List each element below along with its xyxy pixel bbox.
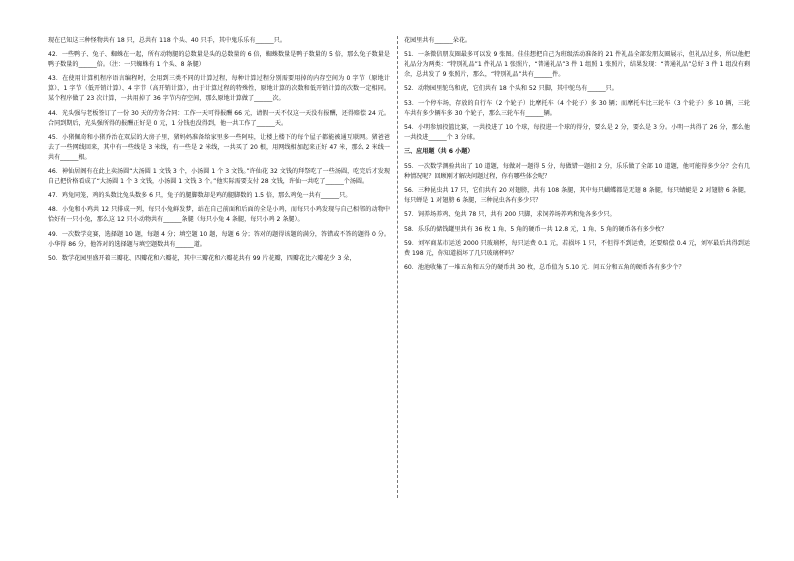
question-52: 52．动物园里鸵鸟和虎，它们共有 18 个头和 52 只脚，其中鸵鸟有______只。	[404, 85, 618, 93]
question-47: 47．鸡兔同笼，鸡的头数比兔头数多 6 只，兔子的腿脚数却是鸡的腿脚数的 1.5 倍，那么鸡兔一共有______只。	[48, 192, 352, 200]
question-41-continued: 现在已知这三种怪物共有 18 只，总共有 118 个头、40 只手，其中鬼乐乐有______只。	[48, 37, 286, 44]
question-46: 46．神仙居阁有在此上卖汤圆“大汤圆 1 文钱 3 个，小汤圆 1 个 3 文钱。”许仙花 32 文钱的拜祭吃了一些汤圆，吃完后才发现自己把价格看成了“大汤圆 1 个 3 文钱，小汤圆 1 文钱 3 个。”他实际需要支付 28 文钱，许仙一共吃了______个汤圆。	[48, 167, 390, 185]
question-42: 42．一些鸭子、兔子、蜘蛛在一起，所有动物腿的总数量是头的总数量的 6 倍，蜘蛛数量是鸭子数量的 5 倍，那么兔子数量是鸭子数量的______倍。（注：一只蜘蛛有 1 个头、8 条腿）	[48, 51, 390, 69]
question-59: 59．刘军商某市运送 2000 只玻璃杯，每只运费 0.1 元，若损坏 1 只，不但得不到运费，还要赔偿 0.4 元，刘军最后共得到运费 198 元，你知道损坏了几只玻璃杯吗？	[404, 239, 750, 257]
question-54: 54．小明参加投篮比赛，一共投进了 10 个球，每投进一个球的得分，要么是 2 分，要么是 3 分。小明一共得了 26 分，那么他一共投进______个 3 分球。	[404, 123, 750, 141]
question-44: 44．光头强与老板签订了一份 30 天的劳务合同：工作一天可得报酬 66 元，请假一天不仅这一天没有报酬，还得赔偿 24 元。合同到期后，光头强所得的报酬正好是 0 元，1 分钱也没得到，他一共工作了______天。	[48, 109, 390, 127]
question-58: 58．乐乐的储钱罐里共有 36 枚 1 角、5 角的硬币一共 12.8 元，1 角、5 角的硬币各有多少枚？	[404, 225, 668, 233]
question-57: 57．饲养场养鸡、兔共 78 只，共有 200 只脚，求饲养场养鸡和兔各多少只。	[404, 211, 616, 219]
section-heading-applied: 三、应用题（共 6 小题）	[404, 147, 474, 155]
question-50: 50．数学花园里盛开着三瓣花、四瓣花和六瓣花，其中三瓣花和六瓣花共有 99 片花瓣，四瓣花比六瓣花少 3 朵，	[48, 254, 356, 262]
question-55: 55．一次数学测验共出了 10 道题，每做对一题得 5 分，每做错一题扣 2 分，乐乐做了全部 10 道题，他可能得多少分？会有几种情况呢？回顾刚才解决问题过程，你有哪些体会呢？	[404, 162, 750, 180]
question-60: 60．池池收集了一堆五角和五分的硬币共 30 枚，总币值为 5.10 元．问五分和五角的硬币各有多少个？	[404, 263, 685, 271]
question-45: 45．小猪佩奇和小猪乔治在双层的大房子里，猪妈妈准备给家里多一些阿哇，让楼上楼下的每个屋子都能被通互联网。猪爸爸去了一些网线回来，其中有一些线是 3 米线，有一些是 2 米线，一共买了 20 根，用网线相加起来正好 47 米，那么 2 米线一共有______根。	[48, 133, 390, 161]
column-divider	[397, 36, 398, 498]
question-49: 49．一次数学竞赛，选择题 10 题，每题 4 分；填空题 10 题，每题 6 分；答对的题得该题的满分，答错或不答的题得 0 分。小华得 86 分，他答对的选择题与填空题数共有______道。	[48, 230, 390, 248]
right-column	[404, 36, 750, 537]
question-43: 43．在使用计算机程序语言编程时，会用到三类不同的计算过程，每种计算过程分别需要用掉的内存空间为 0 字节（原地计算）、1 字节（低开销计算）、4 字节（高开销计算），由于计算过程的特殊性，原地计算的次数和低开销计算的次数一定相同。某个程序做了 23 次计算，一共用掉了 36 字节内存空间，那么原地计算做了______次。	[48, 75, 390, 103]
question-48: 48．小兔和小鸡共 12 只排成一列，每只小兔鲜发梦，站在自己前面和后面的全是小鸡，而每只小鸡发现与自己相邻的动物中恰好有一只小兔，那么这 12 只小动物共有______条腿（每只小兔 4 条腿，每只小鸡 2 条腿）。	[48, 206, 390, 224]
left-column	[48, 36, 390, 537]
question-51: 51．一条微信朋友圈最多可以发 9 张图。佳佳想把自己为班级活动准备的 21 件礼品全部发朋友圈展示，但礼品过多，所以他把礼品分为两类：“特别礼品”1 件礼品 1 张照片，“普通礼品”3 件 1 组照 1 张照片，结果发现：“普通礼品”总好 3 件 1 组没有剩余，总共发了 9 张照片，那么，“特别礼品”共有______件。	[404, 51, 750, 79]
question-50-continued: 花园里共有______朵花。	[404, 37, 472, 44]
question-56: 56．三种昆虫共 17 只，它们共有 20 对翅膀，共有 108 条腿，其中每只蝴蝶都是无翅 8 条腿，每只蜻蜓是 2 对翅膀 6 条腿，每只蝉是 1 对翅膀 6 条腿，三种昆虫各有多少只？	[404, 187, 750, 205]
question-53: 53．一个停车场，存放的自行车（2 个轮子）比摩托车（4 个轮子）多 30 辆；而摩托车比三轮车（3 个轮子）多 10 辆，三轮车共有多少辆车多 30 个轮子，那么三轮车有______辆。	[404, 99, 750, 117]
